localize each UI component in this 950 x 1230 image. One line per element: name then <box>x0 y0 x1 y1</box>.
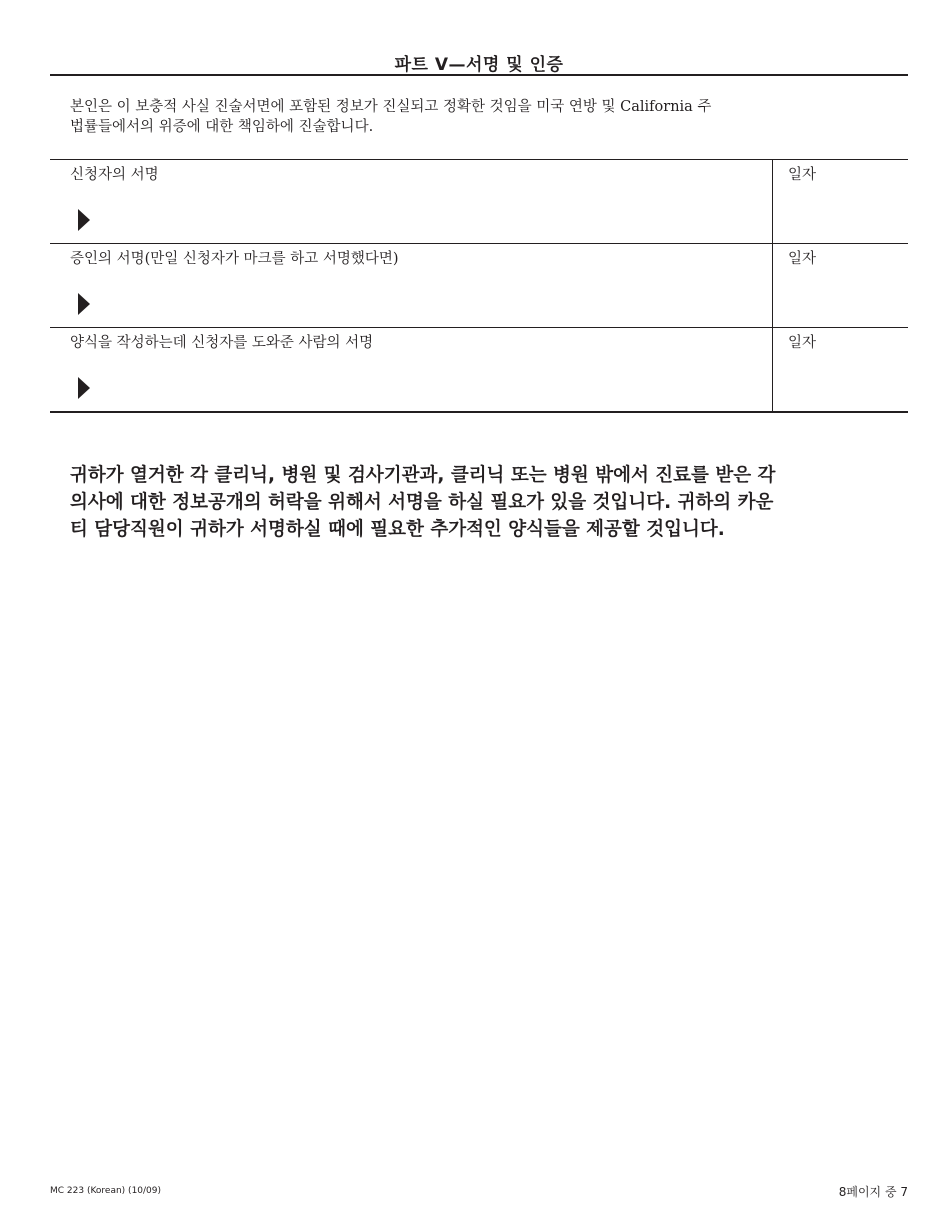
title-rule <box>50 74 908 76</box>
notice-line: 티 담당직원이 귀하가 서명하실 때에 필요한 추가적인 양식들을 제공할 것입니다. <box>70 519 725 540</box>
signature-row-helper <box>50 328 908 411</box>
helper-date-field[interactable] <box>773 328 908 411</box>
declaration-line: 법률들에서의 위증에 대한 책임하에 진술합니다. <box>70 119 374 135</box>
notice-line: 의사에 대한 정보공개의 허락을 위해서 서명을 하실 필요가 있을 것입니다. 귀하의 카운 <box>70 492 774 513</box>
helper-signature-field[interactable] <box>50 328 773 411</box>
form-id: MC 223 (Korean) (10/09) <box>50 1186 162 1196</box>
helper-signature-label: 양식을 작성하는데 신청자를 도와준 사람의 서명 <box>70 335 374 351</box>
sign-here-arrow-icon <box>78 209 90 231</box>
date-label: 일자 <box>788 167 817 183</box>
witness-date-field[interactable] <box>773 244 908 327</box>
witness-signature-label: 증인의 서명(만일 신청자가 마크를 하고 서명했다면) <box>70 251 399 267</box>
signature-row-witness <box>50 244 908 328</box>
applicant-signature-label: 신청자의 서명 <box>70 167 159 183</box>
declaration-line: 본인은 이 보충적 사실 진술서면에 포함된 정보가 진실되고 정확한 것임을 미국 연방 및 California 주 <box>70 99 712 115</box>
applicant-date-field[interactable] <box>773 160 908 243</box>
notice-line: 귀하가 열거한 각 클리닉, 병원 및 검사기관과, 클리닉 또는 병원 밖에서 진료를 받은 각 <box>70 465 776 486</box>
page-number: 8페이지 중 7 <box>838 1185 908 1199</box>
signature-table <box>50 159 908 413</box>
date-label: 일자 <box>788 251 817 267</box>
declaration-text <box>70 97 890 137</box>
sign-here-arrow-icon <box>78 293 90 315</box>
witness-signature-field[interactable] <box>50 244 773 327</box>
sign-here-arrow-icon <box>78 377 90 399</box>
signature-row-applicant <box>50 160 908 244</box>
date-label: 일자 <box>788 335 817 351</box>
release-notice <box>70 462 910 543</box>
applicant-signature-field[interactable] <box>50 160 773 243</box>
section-title: 파트 V—서명 및 인증 <box>394 55 564 75</box>
